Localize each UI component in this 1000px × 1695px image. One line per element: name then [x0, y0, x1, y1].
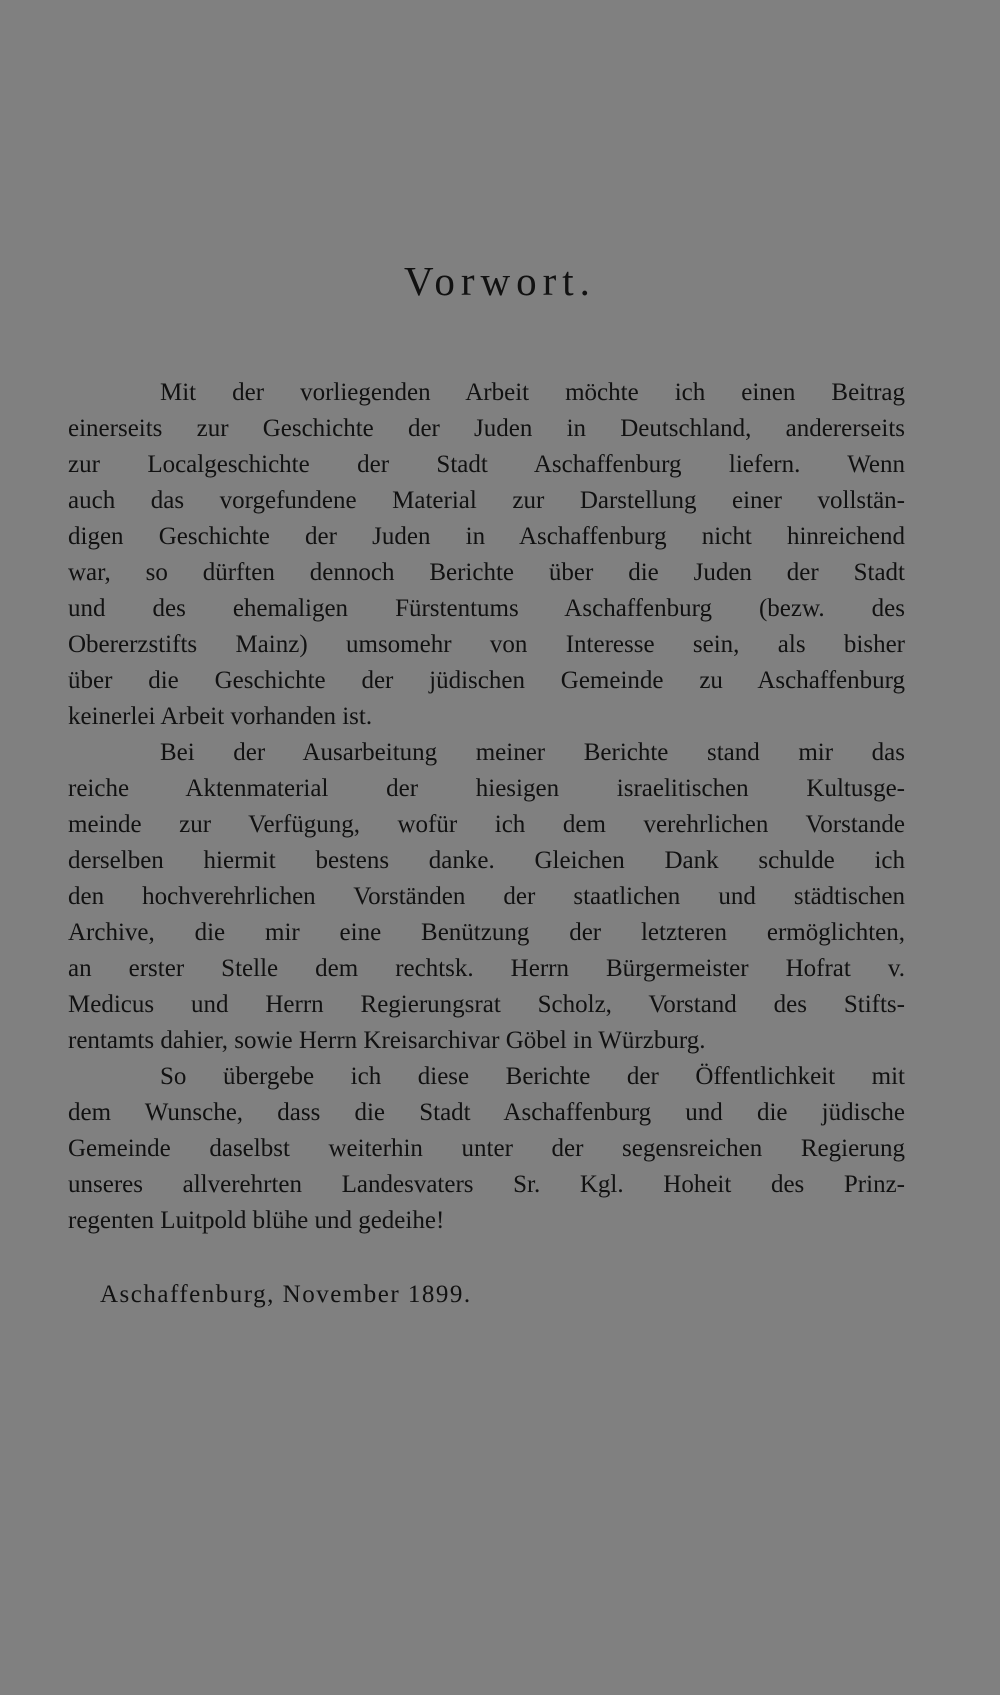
text-line: meinde zur Verfügung, wofür ich dem verehrlichen Vorstande — [68, 811, 905, 838]
text-line: rentamts dahier, sowie Herrn Kreisarchivar Göbel in Würzburg. — [68, 1027, 706, 1054]
text-line: Gemeinde daselbst weiterhin unter der segensreichen Regierung — [68, 1135, 905, 1162]
text-line: über die Geschichte der jüdischen Gemeinde zu Aschaffenburg — [68, 667, 905, 694]
text-line: reiche Aktenmaterial der hiesigen israelitischen Kultusge- — [68, 775, 905, 802]
text-line: dem Wunsche, dass die Stadt Aschaffenburg und die jüdische — [68, 1099, 905, 1126]
text-line: keinerlei Arbeit vorhanden ist. — [68, 703, 373, 730]
text-line: Obererzstifts Mainz) umsomehr von Interesse sein, als bisher — [68, 631, 905, 658]
text-line: unseres allverehrten Landesvaters Sr. Kgl. Hoheit des Prinz- — [68, 1171, 905, 1198]
text-line: einerseits zur Geschichte der Juden in Deutschland, andererseits — [68, 415, 905, 442]
page-title: Vorwort. — [404, 258, 596, 304]
text-line: derselben hiermit bestens danke. Gleichen Dank schulde ich — [68, 847, 905, 874]
text-line: war, so dürften dennoch Berichte über die Juden der Stadt — [68, 559, 905, 586]
body-text — [68, 375, 905, 1239]
text-line: zur Localgeschichte der Stadt Aschaffenburg liefern. Wenn — [68, 451, 905, 478]
text-line: So übergebe ich diese Berichte der Öffentlichkeit mit — [160, 1063, 905, 1090]
text-line: Bei der Ausarbeitung meiner Berichte stand mir das — [160, 739, 905, 766]
text-line: digen Geschichte der Juden in Aschaffenburg nicht hinreichend — [68, 523, 905, 550]
text-line: Medicus und Herrn Regierungsrat Scholz, Vorstand des Stifts- — [68, 991, 905, 1018]
text-line: regenten Luitpold blühe und gedeihe! — [68, 1207, 445, 1234]
text-line: an erster Stelle dem rechtsk. Herrn Bürgermeister Hofrat v. — [68, 955, 905, 982]
text-line: Archive, die mir eine Benützung der letzteren ermöglichten, — [68, 919, 905, 946]
text-line: den hochverehrlichen Vorständen der staatlichen und städtischen — [68, 883, 905, 910]
text-line: und des ehemaligen Fürstentums Aschaffenburg (bezw. des — [68, 595, 905, 622]
place-date-signature: Aschaffenburg, November 1899. — [100, 1281, 472, 1308]
text-line: auch das vorgefundene Material zur Darstellung einer vollstän- — [68, 487, 905, 514]
text-line: Mit der vorliegenden Arbeit möchte ich einen Beitrag — [160, 379, 905, 406]
